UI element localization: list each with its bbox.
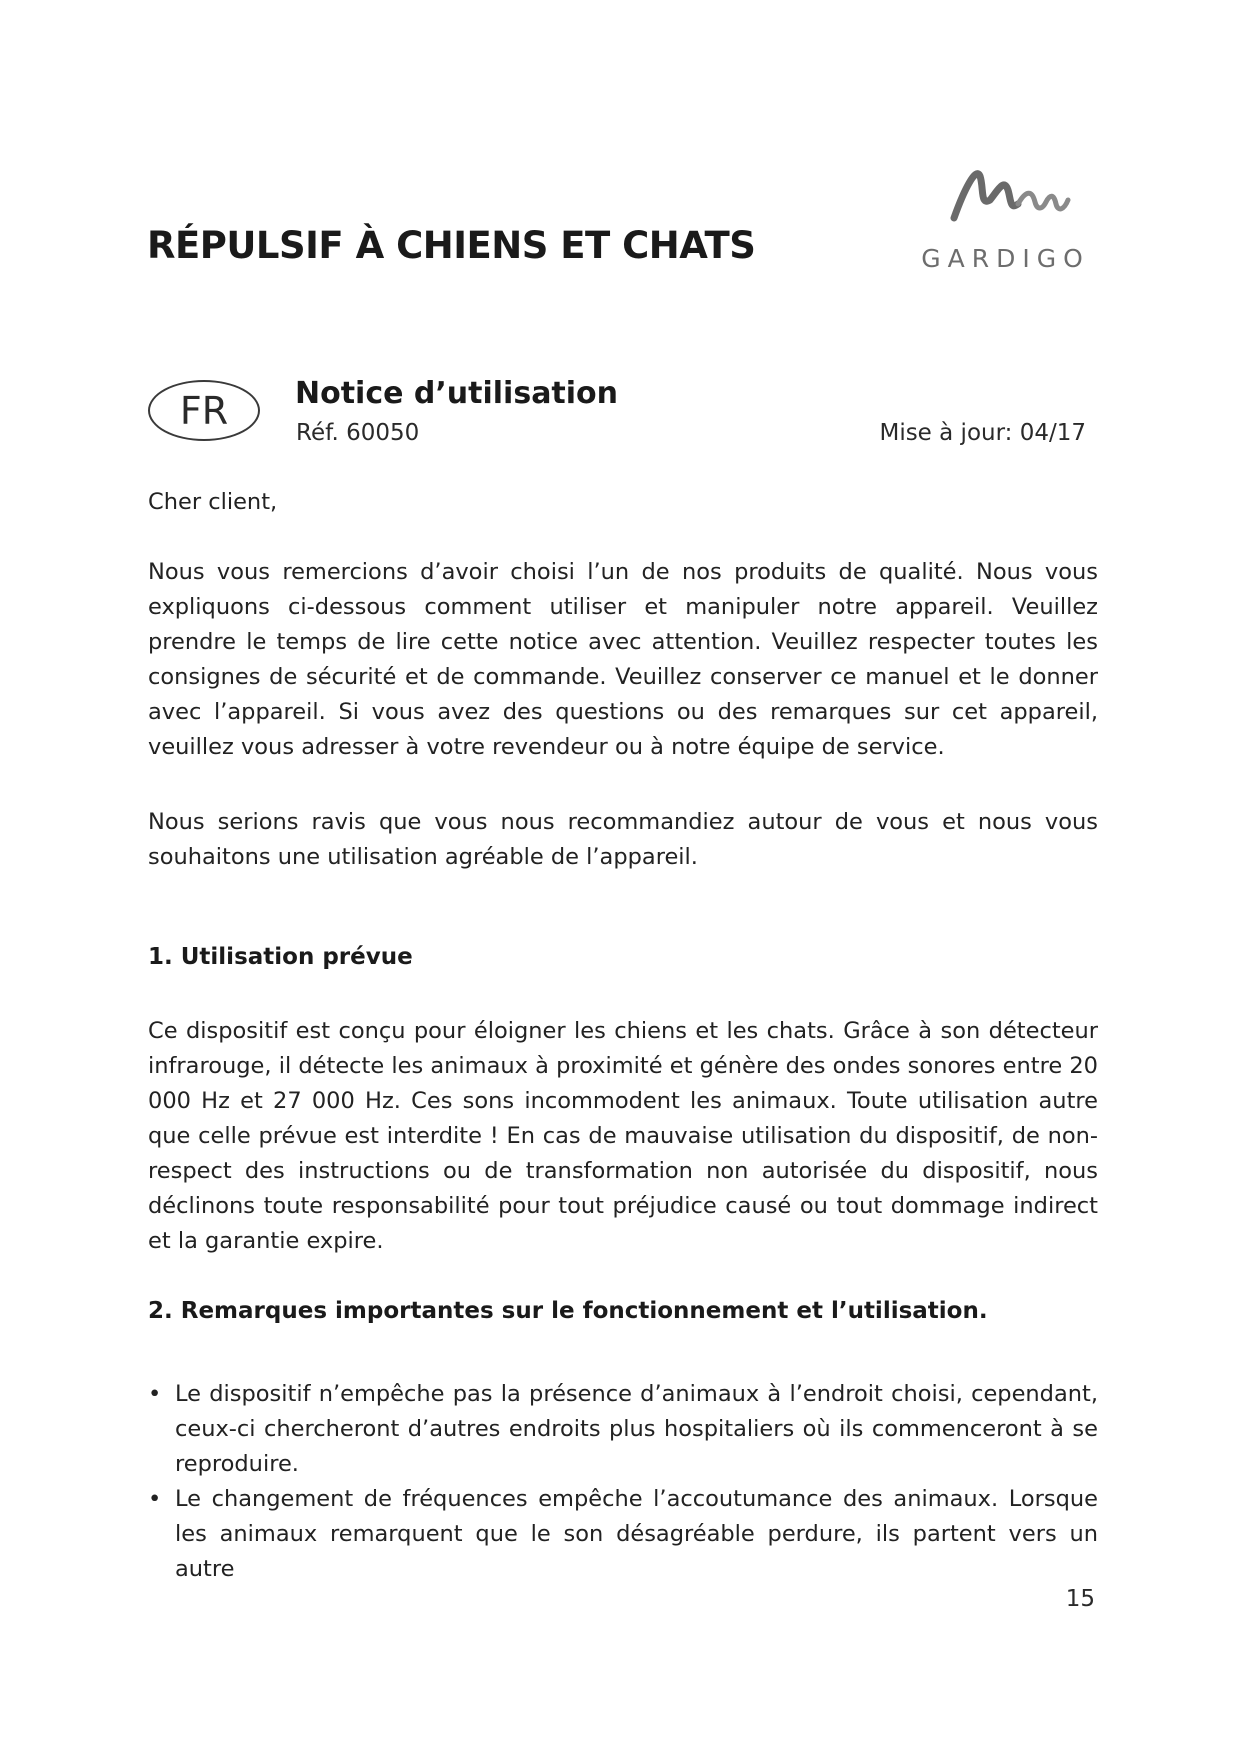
logo-text: GARDIGO [921, 244, 1090, 273]
greeting: Cher client, [148, 489, 278, 515]
section-heading: 2. Remarques importantes sur le fonctionnement et l’utilisation. [148, 1298, 988, 1324]
page-title: RÉPULSIF À CHIENS ET CHATS [147, 224, 756, 267]
closing-paragraph: Nous serions ravis que vous nous recommandiez autour de vous et nous vous souhaitons une utilisation agréable de l’appareil. [148, 809, 1098, 870]
language-badge: FR [148, 380, 260, 441]
reference-number: Réf. 60050 [296, 420, 420, 446]
section-heading: 1. Utilisation prévue [148, 944, 413, 970]
section-paragraph: Ce dispositif est conçu pour éloigner les chiens et les chats. Grâce à son détecteur infrarouge, il détecte les animaux à proximité et génère des ondes sonores entre 20 000 Hz et 27 000 Hz. Ces sons incommodent les animaux. Toute utilisation autre que celle prévue est interdite ! En cas de mauvaise utilisation du dispositif, de non-respect des instructions ou de transformation non autorisée du dispositif, nous déclinons toute responsabilité pour tout préjudice causé ou tout dommage indirect et la garantie expire. [148, 1018, 1098, 1254]
wave-logo-icon [918, 160, 1093, 240]
update-date: Mise à jour: 04/17 [879, 420, 1086, 446]
notice-title: Notice d’utilisation [295, 376, 619, 411]
intro-paragraph: Nous vous remercions d’avoir choisi l’un de nos produits de qualité. Nous vous expliquons ci-dessous comment utiliser et manipuler notre appareil. Veuillez prendre le temps de lire cette notice avec attention. Veuillez respecter toutes les consignes de sécurité et de commande. Veuillez conserver ce manuel et le donner avec l’appareil. Si vous avez des questions ou des remarques sur cet appareil, veuillez vous adresser à votre revendeur ou à notre équipe de service. [148, 559, 1098, 760]
list-item: • Le changement de fréquences empêche l’accoutumance des animaux. Lorsque les animaux remarquent que le son désagréable perdure, ils partent vers un autre [148, 1482, 1098, 1587]
bullet-list [148, 1377, 1098, 1587]
page-number: 15 [1065, 1586, 1095, 1612]
list-item: • Le dispositif n’empêche pas la présence d’animaux à l’endroit choisi, cependant, ceux-ci chercheront d’autres endroits plus hospitaliers où ils commenceront à se reproduire. [148, 1377, 1098, 1482]
gardigo-logo [918, 160, 1093, 272]
